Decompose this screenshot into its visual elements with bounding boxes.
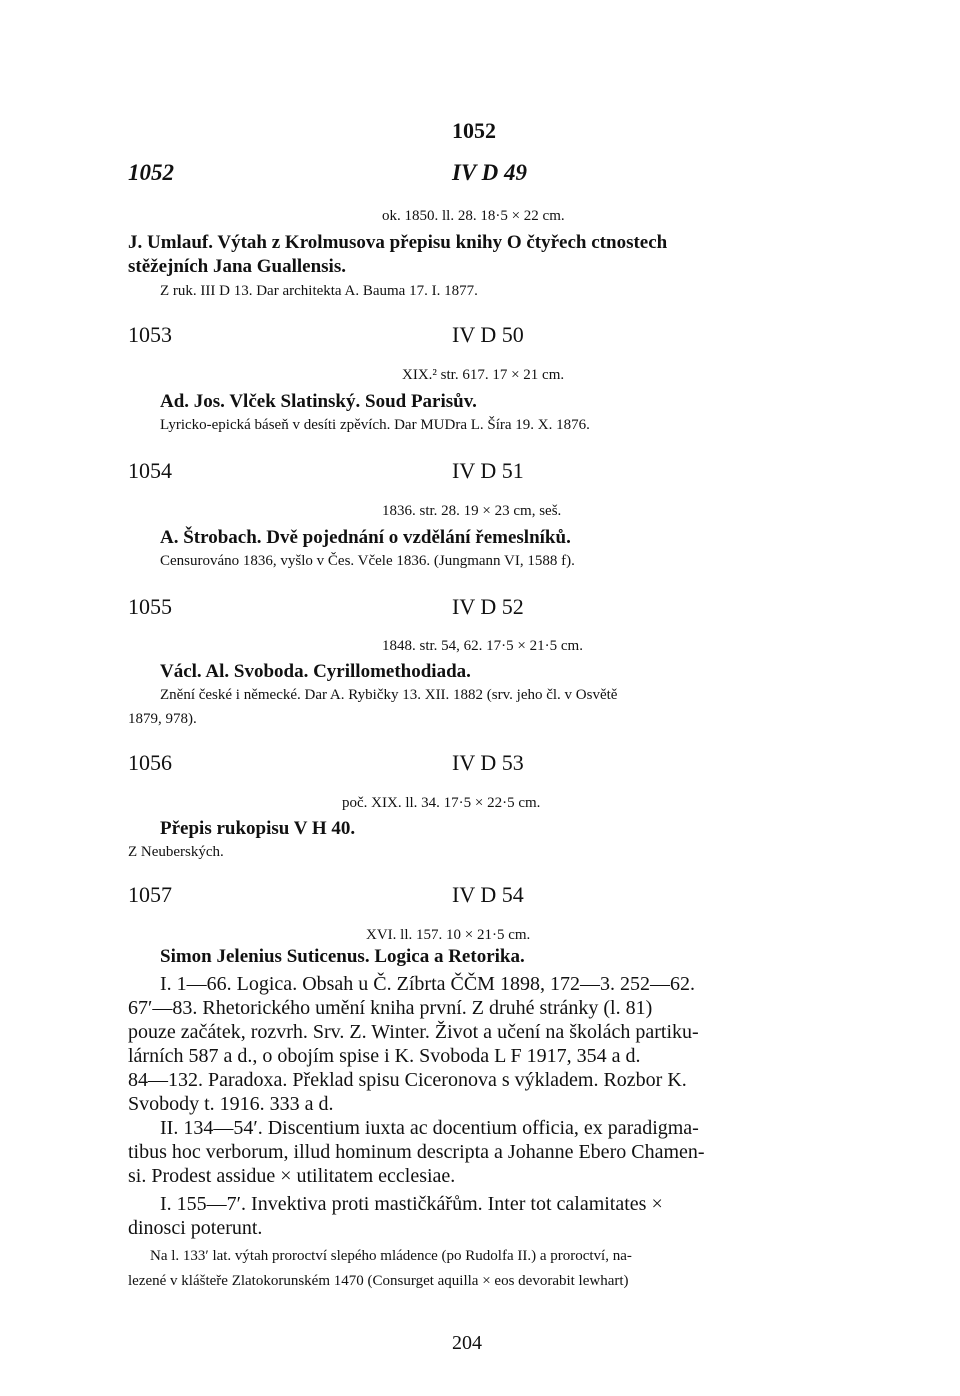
entry-body-line: 67′—83. Rhetorického umění kniha první. Z druhé stránky (l. 81) <box>128 997 653 1019</box>
entry-body-line: Svobody t. 1916. 333 a d. <box>128 1093 334 1115</box>
shelf-mark: IV D 51 <box>452 458 524 483</box>
entry-description: Z ruk. III D 13. Dar architekta A. Bauma 17. I. 1877. <box>160 283 478 299</box>
entry-number: 1054 <box>128 458 172 483</box>
entry-body-line: si. Prodest assidue × utilitatem ecclesiae. <box>128 1165 456 1187</box>
entry-title-line: Ad. Jos. Vlček Slatinský. Soud Parisův. <box>160 391 477 412</box>
entry-number: 1056 <box>128 750 172 775</box>
entry-number: 1052 <box>128 160 174 185</box>
entry-body-line: I. 1—66. Logica. Obsah u Č. Zíbrta ČČM 1898, 172—3. 252—62. <box>160 973 695 995</box>
physical-description: XVI. ll. 157. 10 × 21·5 cm. <box>366 927 531 943</box>
entry-body-line: 84—132. Paradoxa. Překlad spisu Ciceronova s výkladem. Rozbor K. <box>128 1069 687 1091</box>
shelf-mark: IV D 49 <box>452 160 527 185</box>
running-head: 1052 <box>452 118 496 143</box>
entry-number: 1055 <box>128 594 172 619</box>
entry-description: Censurováno 1836, vyšlo v Čes. Včele 1836. (Jungmann VI, 1588 f). <box>160 553 575 569</box>
entry-title-line: stěžejních Jana Guallensis. <box>128 256 346 277</box>
physical-description: XIX.² str. 617. 17 × 21 cm. <box>402 367 565 383</box>
footnote-line: lezené v klášteře Zlatokorunském 1470 (Consurget aquilla × eos devorabit lewhart) <box>128 1273 629 1289</box>
entry-body-line: lárních 587 a d., o obojím spise i K. Svoboda L F 1917, 354 a d. <box>128 1045 641 1067</box>
shelf-mark: IV D 53 <box>452 750 524 775</box>
entry-body-line: I. 155—7′. Invektiva proti mastičkářům. Inter tot calamitates × <box>160 1193 663 1215</box>
shelf-mark: IV D 52 <box>452 594 524 619</box>
physical-description: ok. 1850. ll. 28. 18·5 × 22 cm. <box>382 208 565 224</box>
entry-number: 1057 <box>128 882 172 907</box>
entry-body-line: II. 134—54′. Discentium iuxta ac docentium officia, ex paradigma- <box>160 1117 699 1139</box>
entry-number: 1053 <box>128 322 172 347</box>
physical-description: 1848. str. 54, 62. 17·5 × 21·5 cm. <box>382 638 583 654</box>
entry-body-line: pouze začátek, rozvrh. Srv. Z. Winter. Život a učení na školách partiku- <box>128 1021 699 1043</box>
entry-description: Lyricko-epická báseň v desíti zpěvích. Dar MUDra L. Šíra 19. X. 1876. <box>160 417 590 433</box>
physical-description: 1836. str. 28. 19 × 23 cm, seš. <box>382 503 562 519</box>
shelf-mark: IV D 50 <box>452 322 524 347</box>
physical-description: poč. XIX. ll. 34. 17·5 × 22·5 cm. <box>342 795 541 811</box>
entry-body-line: dinosci poterunt. <box>128 1217 263 1239</box>
entry-title-line: Václ. Al. Svoboda. Cyrillomethodiada. <box>160 661 471 682</box>
shelf-mark: IV D 54 <box>452 882 524 907</box>
page-number: 204 <box>452 1332 482 1354</box>
entry-title-line: A. Štrobach. Dvě pojednání o vzdělání řemeslníků. <box>160 527 571 548</box>
entry-title-line: J. Umlauf. Výtah z Krolmusova přepisu knihy O čtyřech ctnostech <box>128 232 668 253</box>
entry-title-line: Přepis rukopisu V H 40. <box>160 818 356 839</box>
entry-description: 1879, 978). <box>128 711 197 727</box>
entry-body-line: tibus hoc verborum, illud hominum descripta a Johanne Ebero Chamen- <box>128 1141 705 1163</box>
entry-description: Z Neuberských. <box>128 844 224 860</box>
footnote-line: Na l. 133′ lat. výtah proroctví slepého mládence (po Rudolfa II.) a proroctví, na- <box>150 1248 632 1264</box>
entry-title-line: Simon Jelenius Suticenus. Logica a Retorika. <box>160 946 525 967</box>
entry-description: Znění české i německé. Dar A. Rybičky 13. XII. 1882 (srv. jeho čl. v Osvětě <box>160 687 618 703</box>
